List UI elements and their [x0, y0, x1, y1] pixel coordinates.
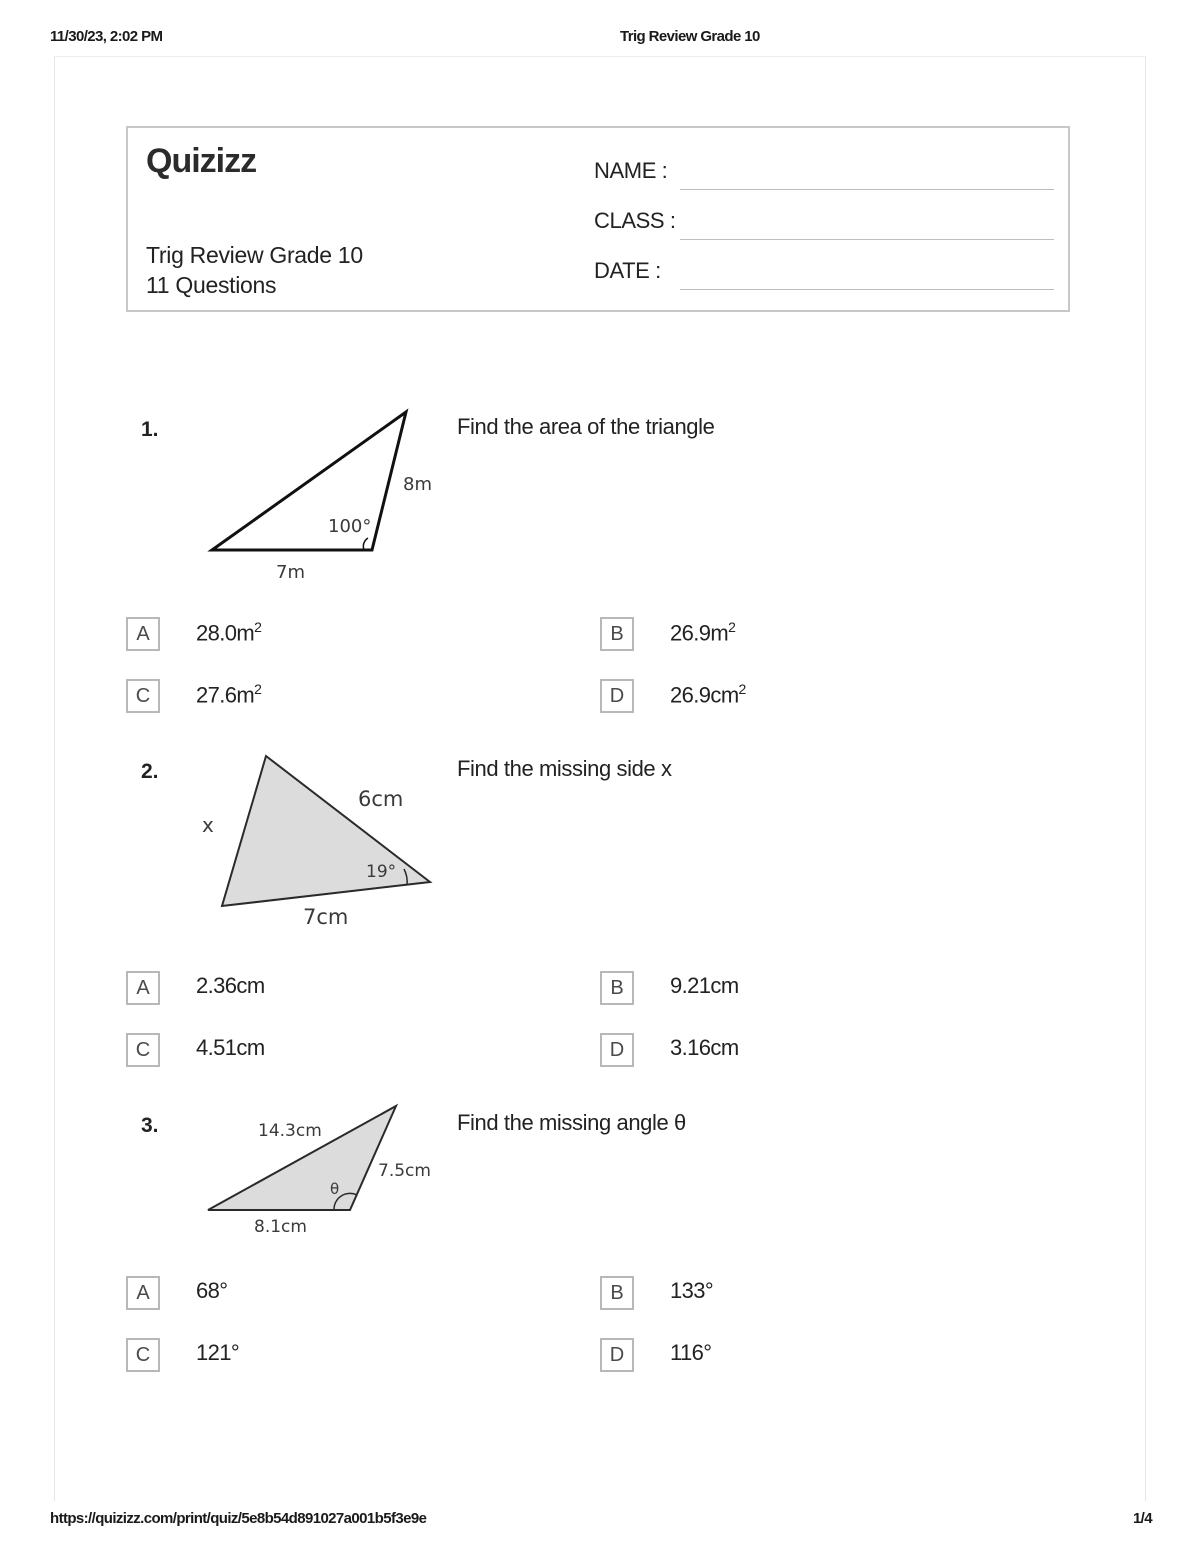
option-value: 27.6m: [196, 682, 255, 708]
question-number: 1.: [141, 418, 159, 441]
option-letter: D: [600, 1033, 634, 1067]
angle-label: 19°: [366, 862, 397, 882]
option-value: 68°: [196, 1278, 228, 1303]
angle-label: 100°: [328, 516, 372, 537]
option-exponent: 2: [254, 681, 262, 697]
page-number: 1/4: [1132, 1510, 1152, 1527]
answer-option-c[interactable]: [126, 679, 566, 719]
triangle-shape: [212, 412, 406, 550]
answer-option-d[interactable]: [600, 1338, 1040, 1378]
side-label: 7cm: [303, 905, 349, 929]
quiz-title: Trig Review Grade 10: [146, 242, 363, 268]
option-letter: D: [600, 679, 634, 713]
option-value: 3.16cm: [670, 1035, 739, 1060]
option-letter: C: [126, 1033, 160, 1067]
option-letter: B: [600, 617, 634, 651]
worksheet-header: [126, 126, 1070, 312]
date-field[interactable]: [594, 258, 1054, 290]
question-text: Find the missing side x: [457, 756, 672, 781]
print-title: Trig Review Grade 10: [620, 28, 760, 45]
answer-option-b[interactable]: [600, 1276, 1040, 1316]
print-url: https://quizizz.com/print/quiz/5e8b54d891027a001b5f3e9e: [50, 1510, 427, 1527]
option-value: 116°: [670, 1340, 712, 1365]
option-letter: C: [126, 1338, 160, 1372]
question-number: 3.: [141, 1114, 159, 1137]
option-exponent: 2: [738, 681, 746, 697]
answer-option-b[interactable]: [600, 617, 1040, 657]
side-label: 8m: [403, 474, 432, 495]
option-exponent: 2: [728, 619, 736, 635]
triangle-figure: [200, 1100, 450, 1250]
question-count: 11 Questions: [146, 272, 277, 298]
option-letter: A: [126, 1276, 160, 1310]
name-label: NAME :: [594, 158, 668, 183]
option-value: 4.51cm: [196, 1035, 265, 1060]
option-value: 28.0m: [196, 620, 255, 646]
option-exponent: 2: [254, 619, 262, 635]
triangle-figure: [190, 746, 450, 936]
name-field[interactable]: [594, 158, 1054, 190]
date-line[interactable]: [680, 289, 1054, 290]
question-text: Find the area of the triangle: [457, 414, 715, 439]
name-line[interactable]: [680, 189, 1054, 190]
question-text: Find the missing angle θ: [457, 1110, 686, 1135]
answer-option-a[interactable]: [126, 617, 566, 657]
answer-option-a[interactable]: [126, 971, 566, 1011]
option-value: 9.21cm: [670, 973, 739, 998]
option-letter: C: [126, 679, 160, 713]
side-label: 6cm: [358, 787, 404, 811]
side-label: 14.3cm: [258, 1121, 322, 1141]
option-letter: B: [600, 971, 634, 1005]
option-letter: D: [600, 1338, 634, 1372]
option-letter: A: [126, 971, 160, 1005]
date-label: DATE :: [594, 258, 661, 283]
answer-option-d[interactable]: [600, 679, 1040, 719]
option-value: 26.9cm: [670, 682, 739, 708]
print-header: [50, 28, 1152, 50]
option-value: 26.9m: [670, 620, 729, 646]
triangle-figure: [200, 404, 450, 594]
side-label: 7m: [276, 562, 305, 583]
answer-option-c[interactable]: [126, 1338, 566, 1378]
option-value: 133°: [670, 1278, 714, 1303]
option-letter: A: [126, 617, 160, 651]
class-label: CLASS :: [594, 208, 676, 233]
option-letter: B: [600, 1276, 634, 1310]
side-label: 7.5cm: [378, 1161, 431, 1181]
angle-label: θ: [330, 1180, 340, 1198]
answer-option-c[interactable]: [126, 1033, 566, 1073]
print-datetime: 11/30/23, 2:02 PM: [50, 28, 163, 45]
option-value: 121°: [196, 1340, 240, 1365]
answer-option-a[interactable]: [126, 1276, 566, 1316]
class-field[interactable]: [594, 208, 1054, 240]
side-label: x: [202, 813, 214, 837]
print-footer: [50, 1510, 1152, 1532]
answer-option-b[interactable]: [600, 971, 1040, 1011]
quizizz-logo: Quizizz: [146, 142, 257, 180]
answer-option-d[interactable]: [600, 1033, 1040, 1073]
question-number: 2.: [141, 760, 159, 783]
class-line[interactable]: [680, 239, 1054, 240]
triangle-shape: [222, 756, 430, 906]
angle-arc: [363, 538, 368, 550]
side-label: 8.1cm: [254, 1217, 307, 1237]
option-value: 2.36cm: [196, 973, 265, 998]
